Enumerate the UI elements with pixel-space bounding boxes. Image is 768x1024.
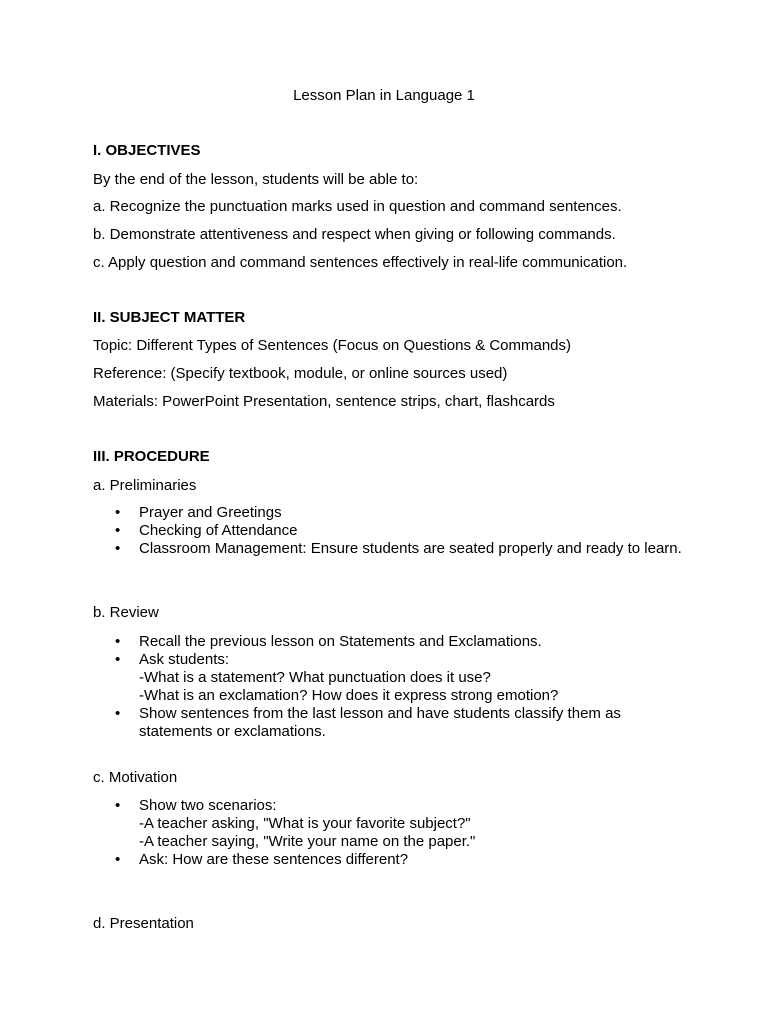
- bullet-icon: •: [115, 522, 121, 539]
- objectives-heading: I. OBJECTIVES: [93, 142, 201, 159]
- list-item: • Recall the previous lesson on Statements and Exclamations.: [115, 633, 542, 650]
- preliminaries-label: a. Preliminaries: [93, 477, 197, 494]
- document-title: Lesson Plan in Language 1: [293, 87, 475, 104]
- scenario-line: -A teacher saying, "Write your name on the paper.": [139, 833, 476, 850]
- list-item: • Show sentences from the last lesson and have students classify them as statements or exclamations.: [115, 705, 621, 740]
- objective-item: a. Recognize the punctuation marks used in question and command sentences.: [93, 198, 622, 215]
- bullet-icon: •: [115, 540, 121, 557]
- objectives-intro: By the end of the lesson, students will be able to:: [93, 171, 419, 188]
- procedure-heading: III. PROCEDURE: [93, 448, 210, 465]
- objective-item: c. Apply question and command sentences effectively in real-life communication.: [93, 254, 628, 271]
- motivation-label: c. Motivation: [93, 769, 178, 786]
- bullet-icon: •: [115, 633, 121, 650]
- sub-question: -What is a statement? What punctuation does it use?: [139, 669, 491, 686]
- scenario-line: -A teacher asking, "What is your favorite subject?": [139, 815, 471, 832]
- list-item: • Show two scenarios: -A teacher asking, "What is your favorite subject?" -A teacher saying, "Write your name on the paper.": [93, 797, 693, 851]
- list-item: • Ask students: -What is a statement? What punctuation does it use? -What is an exclamation? How does it express strong emotion?: [93, 651, 693, 705]
- motivation-list: [93, 797, 693, 869]
- subject-topic: Topic: Different Types of Sentences (Focus on Questions & Commands): [93, 337, 572, 354]
- preliminaries-list: [93, 504, 693, 558]
- list-item: • Ask: How are these sentences different?: [115, 851, 409, 868]
- bullet-icon: •: [115, 797, 121, 814]
- objective-item: b. Demonstrate attentiveness and respect when giving or following commands.: [93, 226, 616, 243]
- bullet-icon: •: [115, 851, 121, 868]
- review-list: [93, 633, 693, 741]
- sub-question: -What is an exclamation? How does it express strong emotion?: [139, 687, 559, 704]
- bullet-icon: •: [115, 651, 121, 668]
- subject-matter-heading: II. SUBJECT MATTER: [93, 309, 246, 326]
- subject-reference: Reference: (Specify textbook, module, or online sources used): [93, 365, 508, 382]
- bullet-icon: •: [115, 504, 121, 521]
- review-label: b. Review: [93, 604, 159, 621]
- list-item: • Prayer and Greetings: [115, 504, 282, 521]
- subject-materials: Materials: PowerPoint Presentation, sentence strips, chart, flashcards: [93, 393, 555, 410]
- presentation-label: d. Presentation: [93, 915, 194, 932]
- list-item: • Classroom Management: Ensure students are seated properly and ready to learn.: [115, 540, 682, 557]
- bullet-icon: •: [115, 705, 121, 722]
- list-item: • Checking of Attendance: [115, 522, 298, 539]
